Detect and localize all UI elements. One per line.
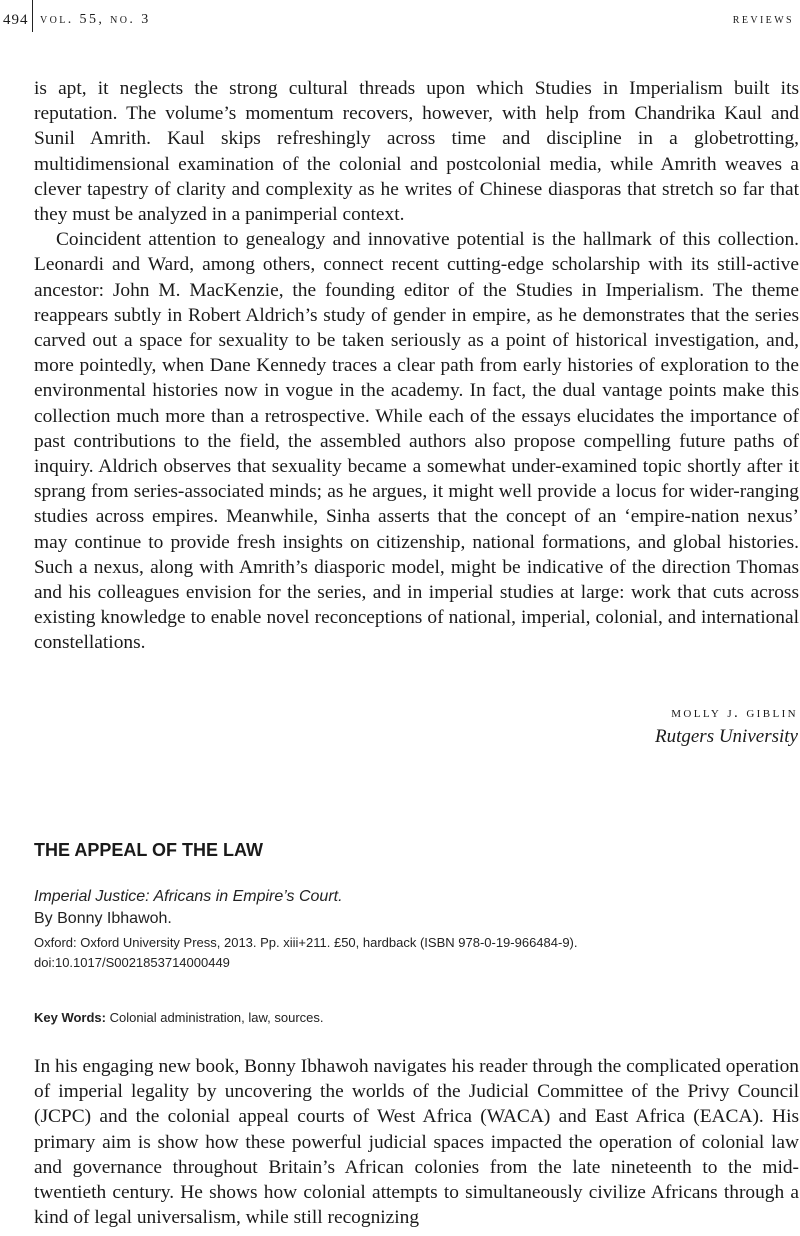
keywords-list: Colonial administration, law, sources. [109,1010,324,1025]
running-header [0,0,800,38]
reviewer-signature [655,701,798,749]
section-name: reviews [732,12,794,27]
keywords-label: Key Words: [34,1010,106,1025]
reviewer-name: molly j. giblin [671,705,798,721]
review-heading: THE APPEAL OF THE LAW [34,840,264,860]
reviewer-affiliation: Rutgers University [654,726,798,747]
book-details [34,886,578,973]
keywords [34,1010,324,1025]
header-divider [32,0,33,32]
book-title: Imperial Justice: Africans in Empire’s Court. [34,888,343,905]
paragraph: Coincident attention to genealogy and innovative potential is the hallmark of this collection. Leonardi and Ward, among others, connect recent cutting-edge scholarship with its still-active ancestor: John M. MacKenzie, the founding editor of the Studies in Imperialism. The theme reappears subtly in Robert Aldrich’s study of gender in empire, as he demonstrates that the series carved out a space for sexuality to be taken seriously as a point of historical investigation, and, more pointedly, when Dane Kennedy traces a clear path from early histories of exploration to the environmental histories now in vogue in the academy. In fact, the dual vantage points make this collection much more than a retrospective. While each of the essays elucidates the importance of past contributions to the field, the assembled authors also propose compelling future paths of inquiry. Aldrich observes that sexuality became a somewhat under-examined topic shortly after it sprang from series-associated minds; as he argues, it might well provide a locus for wider-ranging studies across empires. Meanwhile, Sinha asserts that the concept of an ‘empire-nation nexus’ may continue to provide fresh insights on citizenship, national formations, and global histories. Such a nexus, along with Amrith’s diasporic model, might be indicative of the direction Thomas and his colleagues envision for the series, and in imperial studies at large: work that cuts across existing knowledge to enable novel reconceptions of national, imperial, colonial, and international constellations. [34,229,799,654]
paragraph: is apt, it neglects the strong cultural threads upon which Studies in Imperialism built its reputation. The volume’s momentum recovers, however, with help from Chandrika Kaul and Sunil Amrith. Kaul skips refreshingly across time and discipline in a globetrotting, multidimensional examination of the colonial and postcolonial media, while Amrith weaves a clever tapestry of clarity and complexity as he writes of Chinese diasporas that stretch so far that they must be analyzed in a panimperial context. [34,78,799,226]
publication-info: Oxford: Oxford University Press, 2013. Pp. xiii+211. £50, hardback (ISBN 978-0-19-966484-9). [34,935,578,950]
review-body: In his engaging new book, Bonny Ibhawoh navigates his reader through the complicated operation of imperial legality by uncovering the worlds of the Judicial Committee of the Privy Council (JCPC) and the colonial appeal courts of West Africa (WACA) and East Africa (EACA). His primary aim is show how these powerful judicial spaces impacted the operation of colonial law and governance throughout Britain’s African colonies from the late nineteenth to the mid-twentieth century. He shows how colonial attempts to simultaneously civilize Africans through a kind of legal universalism, while still recognizing [34,1056,799,1229]
book-author: By Bonny Ibhawoh. [34,910,172,927]
doi: doi:10.1017/S0021853714000449 [34,955,230,970]
previous-review-text [34,76,799,656]
volume-issue: vol. 55, no. 3 [40,12,151,27]
page-number: 494 [3,12,29,28]
